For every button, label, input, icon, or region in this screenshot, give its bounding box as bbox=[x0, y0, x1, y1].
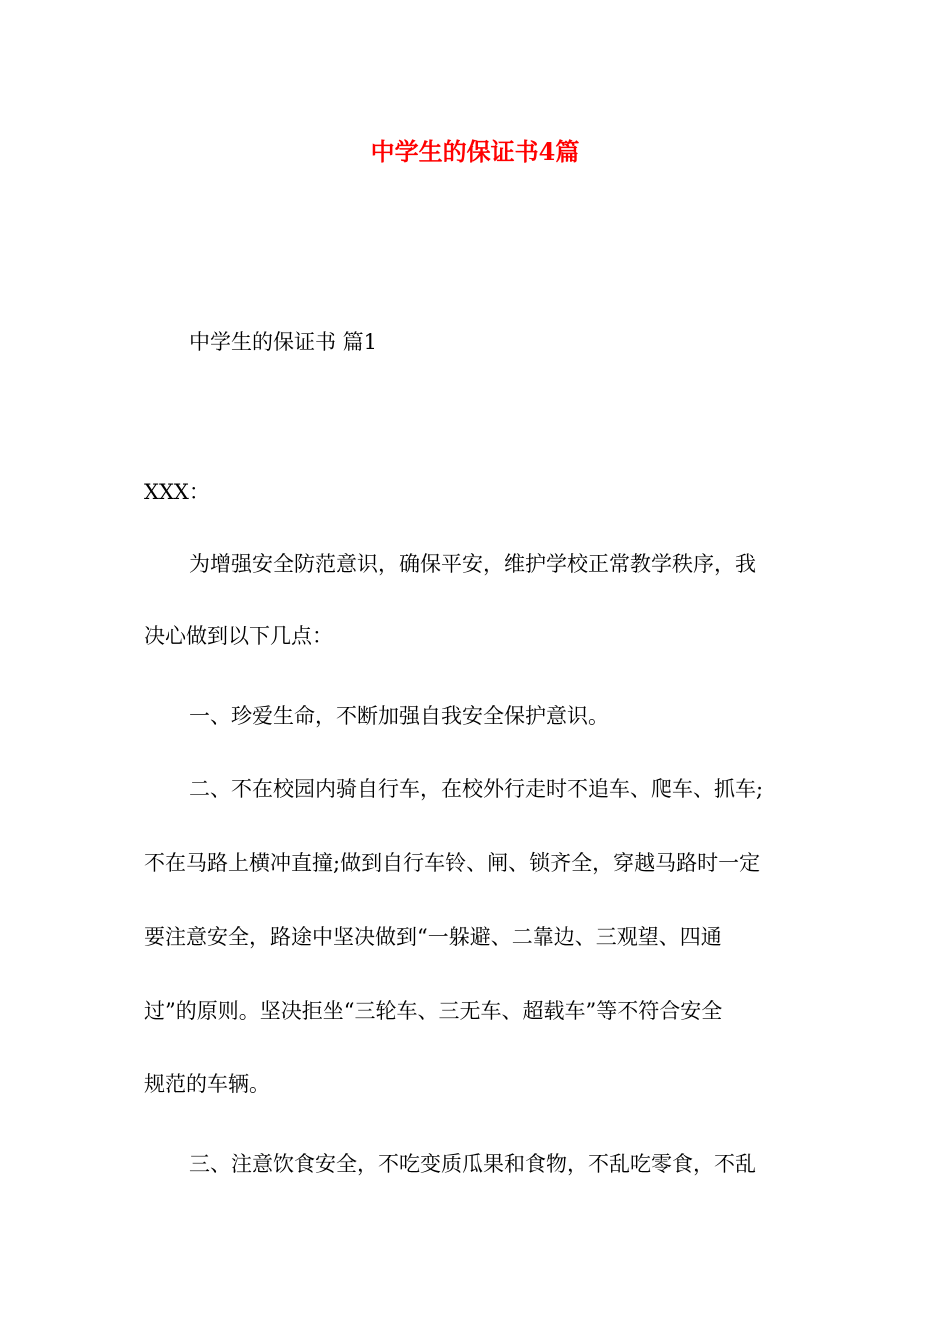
section-heading: 中学生的保证书 篇1 bbox=[189, 330, 378, 354]
paragraph-line: 为增强安全防范意识，确保平安，维护学校正常教学秩序，我 bbox=[189, 552, 756, 576]
paragraph-line: 规范的车辆。 bbox=[144, 1072, 270, 1096]
paragraph-line: 要注意安全，路途中坚决做到“一躲避、二靠边、三观望、四通 bbox=[144, 925, 722, 949]
paragraph-line: 不在马路上横冲直撞;做到自行车铃、闸、锁齐全，穿越马路时一定 bbox=[144, 851, 761, 875]
salutation: XXX： bbox=[144, 480, 210, 504]
paragraph-line: 三、注意饮食安全，不吃变质瓜果和食物，不乱吃零食，不乱 bbox=[189, 1152, 756, 1176]
paragraph-line: 二、不在校园内骑自行车，在校外行走时不追车、爬车、抓车; bbox=[189, 777, 764, 801]
document-title: 中学生的保证书4篇 bbox=[370, 137, 580, 166]
paragraph-line: 一、珍爱生命，不断加强自我安全保护意识。 bbox=[189, 704, 609, 728]
paragraph-line: 过”的原则。坚决拒坐“三轮车、三无车、超载车”等不符合安全 bbox=[144, 999, 723, 1023]
paragraph-line: 决心做到以下几点： bbox=[144, 624, 333, 648]
